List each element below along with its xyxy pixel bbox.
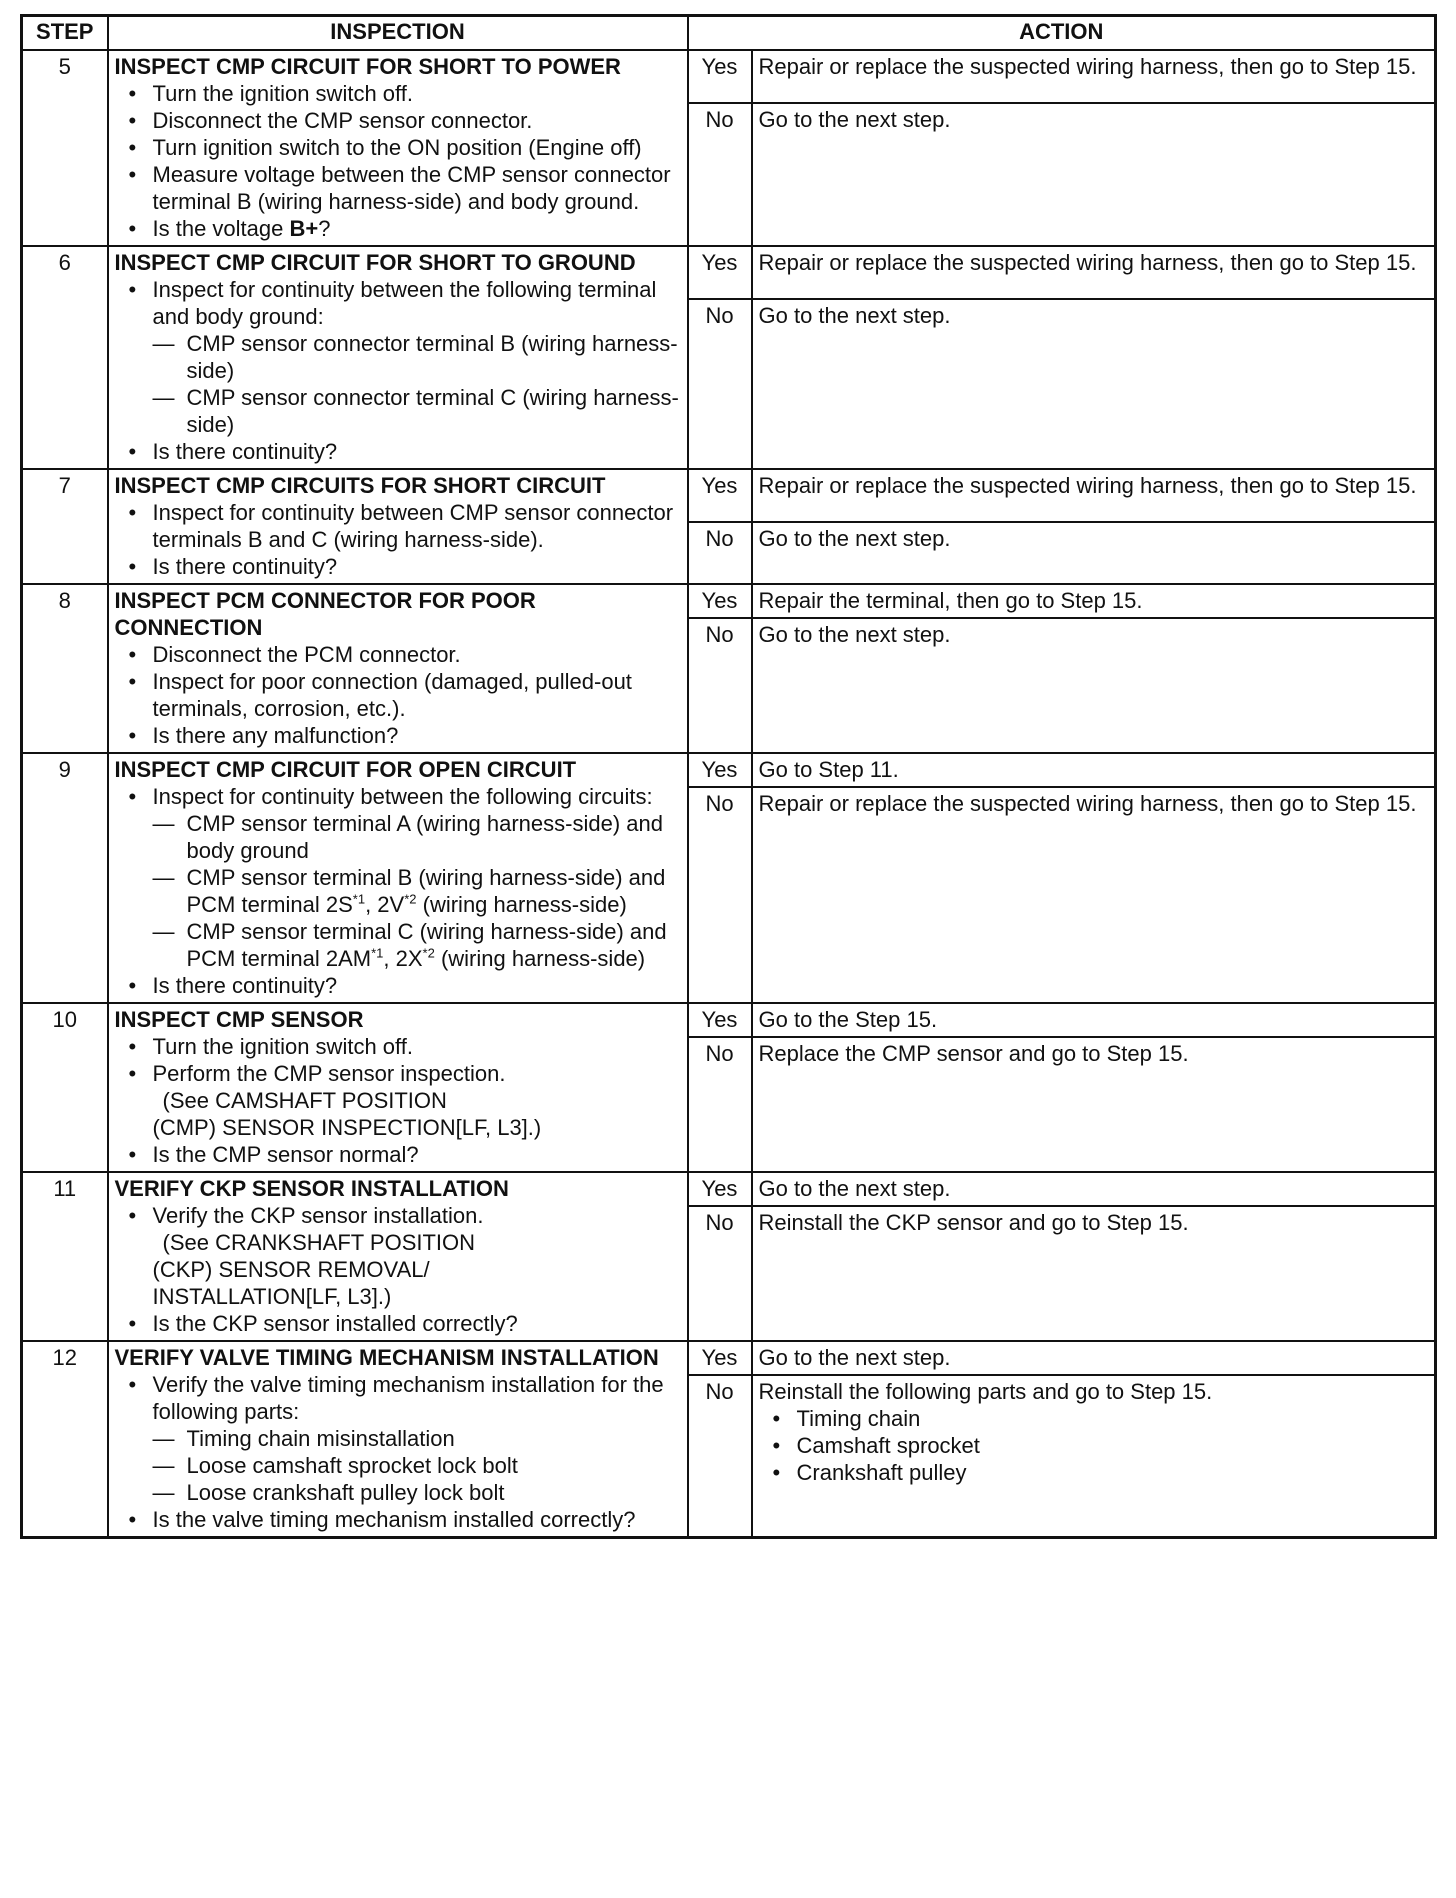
part-item: • Timing chain xyxy=(759,1405,1429,1432)
step-row xyxy=(22,1003,1436,1037)
no-label: No xyxy=(688,787,752,1003)
step-row xyxy=(22,50,1436,103)
sub-item-text: , 2V xyxy=(365,892,405,917)
inspection-item: • Inspect for poor connection (damaged, pulled-out terminals, corrosion, etc.). xyxy=(115,668,681,722)
inspection-items xyxy=(115,783,681,999)
inspection-cell xyxy=(108,584,688,753)
no-label: No xyxy=(688,1037,752,1172)
step-row xyxy=(22,246,1436,299)
inspection-item: • Turn ignition switch to the ON position (Engine off) xyxy=(115,134,681,161)
sub-items xyxy=(153,1425,681,1506)
step-number: 11 xyxy=(22,1172,108,1341)
inspection-title: VERIFY VALVE TIMING MECHANISM INSTALLATION xyxy=(114,1345,659,1370)
no-action: Reinstall the CKP sensor and go to Step 15. xyxy=(752,1206,1436,1341)
inspection-item-text: Verify the CKP sensor installation. xyxy=(152,1203,484,1228)
inspection-items xyxy=(115,1202,681,1337)
footnote-mark: *2 xyxy=(404,891,417,907)
inspection-items xyxy=(115,1371,681,1533)
part-item: • Crankshaft pulley xyxy=(759,1459,1429,1486)
inspection-item: • Turn the ignition switch off. xyxy=(115,1033,681,1060)
parts-list xyxy=(759,1405,1429,1486)
inspection-item xyxy=(115,1060,681,1141)
yes-action: Repair or replace the suspected wiring harness, then go to Step 15. xyxy=(752,469,1436,522)
step-row xyxy=(22,469,1436,522)
footnote-mark: *1 xyxy=(352,891,366,907)
no-action: Go to the next step. xyxy=(752,522,1436,584)
inspection-title: INSPECT CMP CIRCUIT FOR SHORT TO GROUND xyxy=(114,250,636,275)
part-item: • Camshaft sprocket xyxy=(759,1432,1429,1459)
inspection-question: • Is there any malfunction? xyxy=(115,722,681,749)
yes-label: Yes xyxy=(688,1172,752,1206)
sub-item-text: (wiring harness-side) xyxy=(434,946,646,971)
sub-item-text: CMP sensor terminal C (wiring harness-side) and PCM terminal 2AM xyxy=(186,919,667,971)
yes-label: Yes xyxy=(688,1341,752,1375)
no-action: Replace the CMP sensor and go to Step 15. xyxy=(752,1037,1436,1172)
inspection-item xyxy=(115,276,681,438)
inspection-title: VERIFY CKP SENSOR INSTALLATION xyxy=(114,1176,509,1201)
yes-action: Repair or replace the suspected wiring harness, then go to Step 15. xyxy=(752,50,1436,103)
inspection-cell xyxy=(108,1003,688,1172)
footnote-mark: *2 xyxy=(422,945,435,961)
inspection-title: INSPECT CMP CIRCUIT FOR OPEN CIRCUIT xyxy=(114,757,577,782)
inspection-item xyxy=(115,1202,681,1310)
yes-label: Yes xyxy=(688,50,752,103)
no-label: No xyxy=(688,618,752,753)
sub-item xyxy=(153,918,681,972)
step-row xyxy=(22,584,1436,618)
inspection-question xyxy=(115,215,681,242)
inspection-title: INSPECT PCM CONNECTOR FOR POOR CONNECTION xyxy=(114,588,536,640)
inspection-item: • Disconnect the CMP sensor connector. xyxy=(115,107,681,134)
footnote-mark: *1 xyxy=(371,945,384,961)
inspection-question: • Is the valve timing mechanism installed correctly? xyxy=(115,1506,681,1533)
no-action: Go to the next step. xyxy=(752,618,1436,753)
reference-line: INSTALLATION[LF, L3].) xyxy=(152,1284,392,1309)
sub-item-text: CMP sensor terminal B (wiring harness-side) and PCM terminal 2S xyxy=(186,865,666,917)
inspection-cell xyxy=(108,246,688,469)
inspection-items xyxy=(115,1033,681,1168)
step-number: 7 xyxy=(22,469,108,584)
sub-item xyxy=(153,864,681,918)
inspection-cell xyxy=(108,1341,688,1538)
inspection-question: • Is there continuity? xyxy=(115,972,681,999)
yes-action: Go to the Step 15. xyxy=(752,1003,1436,1037)
yes-label: Yes xyxy=(688,1003,752,1037)
yes-label: Yes xyxy=(688,246,752,299)
inspection-question: • Is the CMP sensor normal? xyxy=(115,1141,681,1168)
sub-item: — Timing chain misinstallation xyxy=(153,1425,681,1452)
reference-line: (CMP) SENSOR INSPECTION[LF, L3].) xyxy=(152,1115,542,1140)
yes-label: Yes xyxy=(688,753,752,787)
step-row xyxy=(22,1172,1436,1206)
inspection-item: • Measure voltage between the CMP sensor connector terminal B (wiring harness-side) and body ground. xyxy=(115,161,681,215)
inspection-item xyxy=(115,1371,681,1506)
header-row xyxy=(22,16,1436,51)
yes-action: Repair or replace the suspected wiring harness, then go to Step 15. xyxy=(752,246,1436,299)
yes-action: Repair the terminal, then go to Step 15. xyxy=(752,584,1436,618)
inspection-items xyxy=(115,276,681,465)
no-label: No xyxy=(688,103,752,246)
inspection-question: • Is there continuity? xyxy=(115,553,681,580)
sub-item: — CMP sensor connector terminal B (wiring harness-side) xyxy=(153,330,681,384)
step-number: 12 xyxy=(22,1341,108,1538)
step-number: 8 xyxy=(22,584,108,753)
inspection-cell xyxy=(108,1172,688,1341)
no-label: No xyxy=(688,1375,752,1538)
inspection-title: INSPECT CMP CIRCUIT FOR SHORT TO POWER xyxy=(114,54,621,79)
inspection-question: • Is there continuity? xyxy=(115,438,681,465)
step-number: 5 xyxy=(22,50,108,246)
yes-action: Go to the next step. xyxy=(752,1341,1436,1375)
no-action: Go to the next step. xyxy=(752,103,1436,246)
sub-item-text: (wiring harness-side) xyxy=(416,892,627,917)
sub-item: — CMP sensor terminal A (wiring harness-side) and body ground xyxy=(153,810,681,864)
inspection-item xyxy=(115,783,681,972)
no-label: No xyxy=(688,299,752,469)
step-row xyxy=(22,1341,1436,1375)
inspection-lead: Verify the valve timing mechanism installation for the following parts: xyxy=(152,1372,664,1424)
inspection-title: INSPECT CMP CIRCUITS FOR SHORT CIRCUIT xyxy=(114,473,606,498)
header-step: STEP xyxy=(22,16,108,51)
inspection-items xyxy=(115,80,681,242)
sub-items xyxy=(153,330,681,438)
diagnostic-procedure-table xyxy=(20,14,1437,1539)
yes-action: Go to the next step. xyxy=(752,1172,1436,1206)
question-value: B+ xyxy=(289,216,319,241)
no-label: No xyxy=(688,1206,752,1341)
step-number: 9 xyxy=(22,753,108,1003)
inspection-question: • Is the CKP sensor installed correctly? xyxy=(115,1310,681,1337)
inspection-cell xyxy=(108,753,688,1003)
question-text: Is the voltage xyxy=(152,216,290,241)
step-row xyxy=(22,753,1436,787)
question-mark: ? xyxy=(318,216,331,241)
reference-line: (CKP) SENSOR REMOVAL/ xyxy=(152,1257,430,1282)
sub-item: — Loose crankshaft pulley lock bolt xyxy=(153,1479,681,1506)
inspection-title: INSPECT CMP SENSOR xyxy=(114,1007,364,1032)
inspection-item: • Inspect for continuity between CMP sensor connector terminals B and C (wiring harness-side). xyxy=(115,499,681,553)
yes-label: Yes xyxy=(688,469,752,522)
inspection-items xyxy=(115,641,681,749)
procedure-table-container xyxy=(20,14,1434,1539)
no-action: Go to the next step. xyxy=(752,299,1436,469)
reference-line: (See CAMSHAFT POSITION xyxy=(162,1088,447,1113)
sub-item: — CMP sensor connector terminal C (wiring harness-side) xyxy=(153,384,681,438)
inspection-cell xyxy=(108,469,688,584)
inspection-lead: Inspect for continuity between the following circuits: xyxy=(152,784,653,809)
step-number: 6 xyxy=(22,246,108,469)
header-inspection: INSPECTION xyxy=(108,16,688,51)
yes-action: Go to Step 11. xyxy=(752,753,1436,787)
yes-label: Yes xyxy=(688,584,752,618)
sub-item: — Loose camshaft sprocket lock bolt xyxy=(153,1452,681,1479)
inspection-item: • Disconnect the PCM connector. xyxy=(115,641,681,668)
no-action xyxy=(752,1375,1436,1538)
inspection-cell xyxy=(108,50,688,246)
no-label: No xyxy=(688,522,752,584)
inspection-items xyxy=(115,499,681,580)
step-number: 10 xyxy=(22,1003,108,1172)
inspection-lead: Inspect for continuity between the following terminal and body ground: xyxy=(152,277,657,329)
header-action: ACTION xyxy=(688,16,1436,51)
sub-items xyxy=(153,810,681,972)
reference-line: (See CRANKSHAFT POSITION xyxy=(162,1230,476,1255)
inspection-item-text: Perform the CMP sensor inspection. xyxy=(152,1061,506,1086)
sub-item-text: , 2X xyxy=(383,946,423,971)
no-action-text: Reinstall the following parts and go to Step 15. xyxy=(758,1379,1213,1404)
inspection-item: • Turn the ignition switch off. xyxy=(115,80,681,107)
no-action: Repair or replace the suspected wiring harness, then go to Step 15. xyxy=(752,787,1436,1003)
